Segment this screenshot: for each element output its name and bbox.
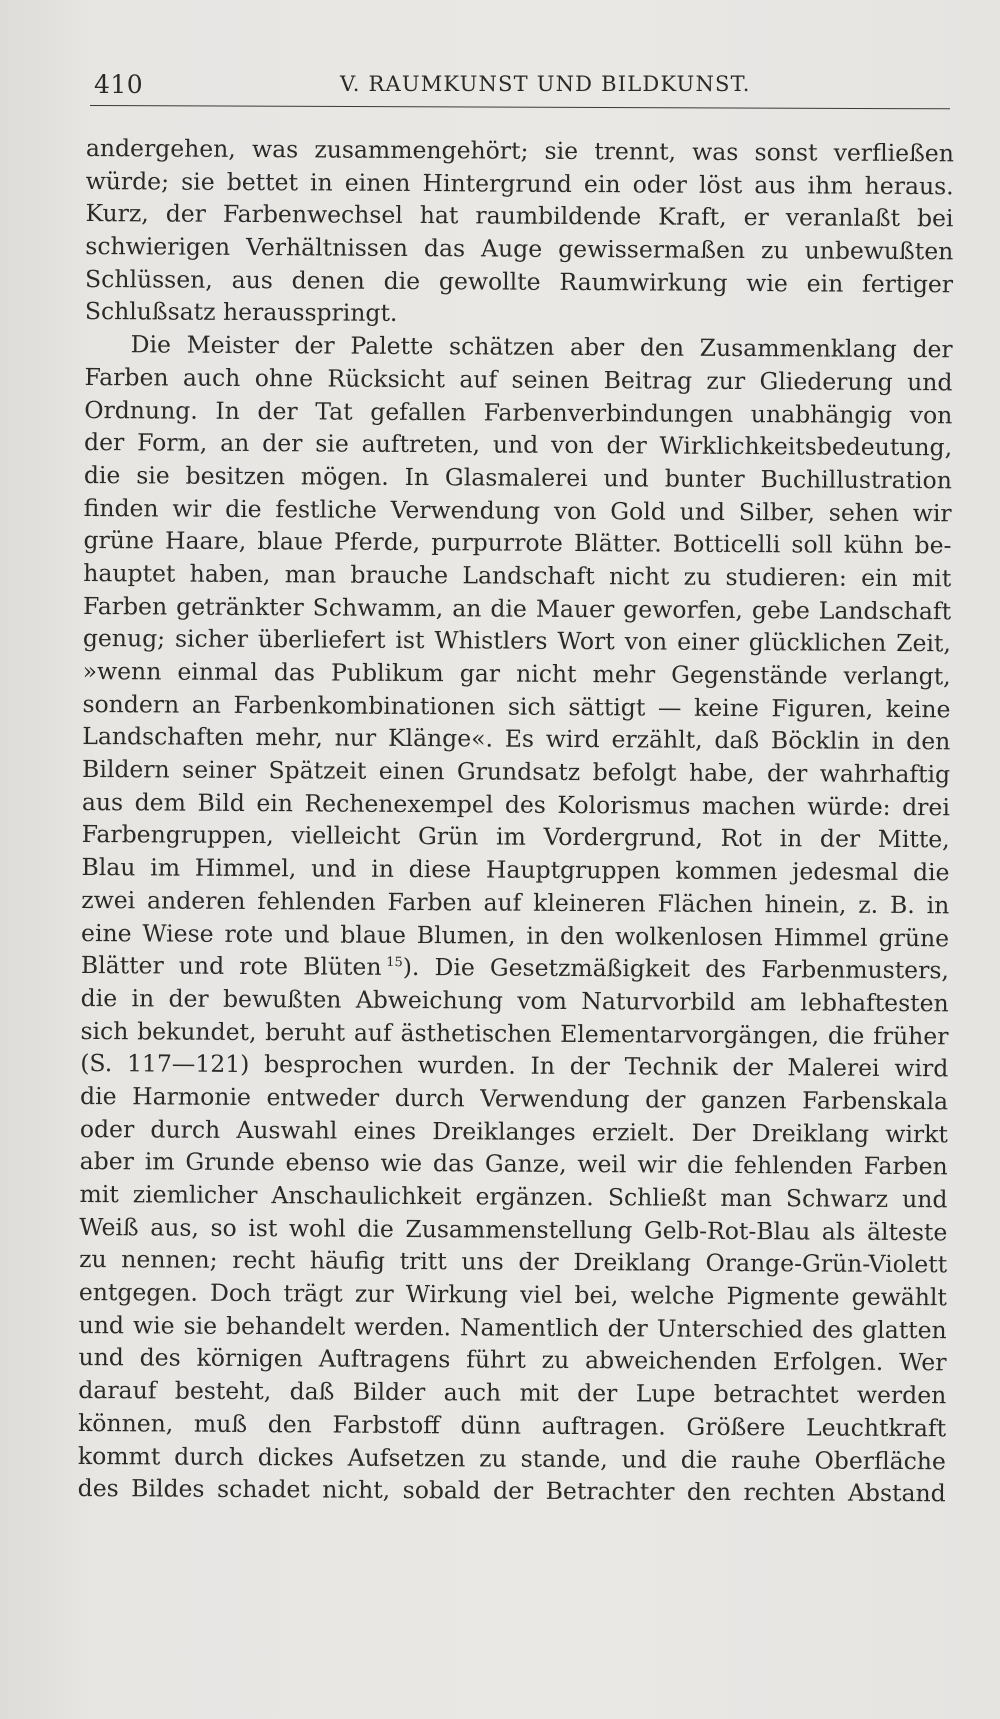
text-line: sondern an Farbenkombinationen sich sättigt — keine Figuren, keine [82,689,951,723]
text-line: Farben auch ohne Rücksicht auf seinen Beitrag zur Gliederung und [84,362,953,397]
text-segment: ). Die Gesetzmäßigkeit des Farbenmusters, [402,953,949,985]
footnote-reference: 15 [386,955,403,971]
text-line: kommt durch dickes Aufsetzen zu stande, und die rauhe Oberfläche [77,1441,946,1475]
text-line: aber im Grunde ebenso wie das Ganze, weil wir die fehlenden Farben [79,1147,948,1181]
text-line: eine Wiese rote und blaue Blumen, in den wolkenlosen Himmel grüne [81,918,950,952]
text-line: oder durch Auswahl eines Dreiklanges erzielt. Der Dreiklang wirkt [79,1114,948,1148]
text-line: zwei anderen fehlenden Farben auf kleineren Flächen hinein, z. B. in [81,885,950,920]
text-line: aus dem Bild ein Rechenexempel des Kolorismus machen würde: drei [81,787,950,822]
text-line: die in der bewußten Abweichung vom Naturvorbild am lebhaftesten [80,983,949,1018]
text-line: Bildern seiner Spätzeit einen Grundsatz befolgt habe, der wahrhaftig [82,755,951,789]
text-line: entgegen. Doch trägt zur Wirkung viel bei, welche Pigmente gewählt [78,1278,947,1312]
running-title: V. RAUMKUNST UND BILDKUNST. [340,72,751,96]
text-line: die Harmonie entweder durch Verwendung der ganzen Farbenskala [80,1081,949,1116]
text-segment: Blätter und rote Blüten [80,951,382,982]
text-line-with-footnote [81,949,949,987]
text-line: sich bekundet, beruht auf ästhetischen Elementarvorgängen, die früher [80,1016,949,1050]
text-line: (S. 117—121) besprochen wurden. In der Technik der Malerei wird [80,1049,949,1083]
text-line: darauf besteht, daß Bilder auch mit der Lupe betrachtet werden [78,1376,947,1410]
text-line: Kurz, der Farbenwechsel hat raumbildende Kraft, er veranlaßt bei [85,199,954,233]
text-line: Farbengruppen, vielleicht Grün im Vordergrund, Rot in der Mitte, [81,820,950,854]
text-line: Blau im Himmel, und in diese Hauptgruppen kommen jedesmal die [81,853,950,887]
text-line: können, muß den Farbstoff dünn auftragen. Größere Leuchtkraft [78,1408,947,1443]
text-line: des Bildes schadet nicht, sobald der Betrachter den rechten Abstand [77,1474,946,1508]
text-line: Ordnung. In der Tat gefallen Farbenverbindungen unabhängig von [84,395,953,429]
text-line: der Form, an der sie auftreten, und von der Wirklichkeitsbedeutung, [84,428,953,462]
text-line: Die Meister der Palette schätzen aber den Zusammenklang der [130,330,953,364]
text-line: Landschaften mehr, nur Klänge«. Es wird erzählt, daß Böcklin in den [82,722,951,756]
text-line: andergehen, was zusammengehört; sie trennt, was sonst verfließen [85,133,954,168]
page-header [92,70,950,106]
text-line: finden wir die festliche Verwendung von Gold und Silber, sehen wir [83,493,952,527]
text-line: Weiß aus, so ist wohl die Zusammenstellung Gelb-Rot-Blau als älteste [79,1212,948,1246]
text-line: die sie besitzen mögen. In Glasmalerei und bunter Buchillustration [83,460,952,495]
text-line: genug; sicher überliefert ist Whistlers Wort von einer glücklichen Zeit, [82,624,951,658]
text-line: Farben getränkter Schwamm, an die Mauer geworfen, gebe Landschaft [83,591,952,625]
text-line: zu nennen; recht häufig tritt uns der Dreiklang Orange-Grün-Violett [79,1245,948,1279]
page-number: 410 [94,70,144,99]
text-line: »wenn einmal das Publikum gar nicht mehr Gegenstände verlangt, [82,656,951,691]
body-text [78,132,954,1510]
text-line: und wie sie behandelt werden. Namentlich der Unterschied des glatten [78,1310,947,1345]
text-line: und des körnigen Auftragens führt zu abweichenden Erfolgen. Wer [78,1343,947,1377]
text-line: grüne Haare, blaue Pferde, purpurrote Blätter. Botticelli soll kühn be- [83,526,952,560]
text-line: hauptet haben, man brauche Landschaft nicht zu studieren: ein mit [83,558,952,593]
text-line: schwierigen Verhältnissen das Auge gewissermaßen zu unbewußten [85,232,954,266]
text-line: würde; sie bettet in einen Hintergrund ein oder löst aus ihm heraus. [85,166,954,200]
text-line: Schlüssen, aus denen die gewollte Raumwirkung wie ein fertiger [85,264,954,299]
text-line: Schlußsatz herausspringt. [84,297,398,328]
text-line: mit ziemlicher Anschaulichkeit ergänzen. Schließt man Schwarz und [79,1179,948,1214]
